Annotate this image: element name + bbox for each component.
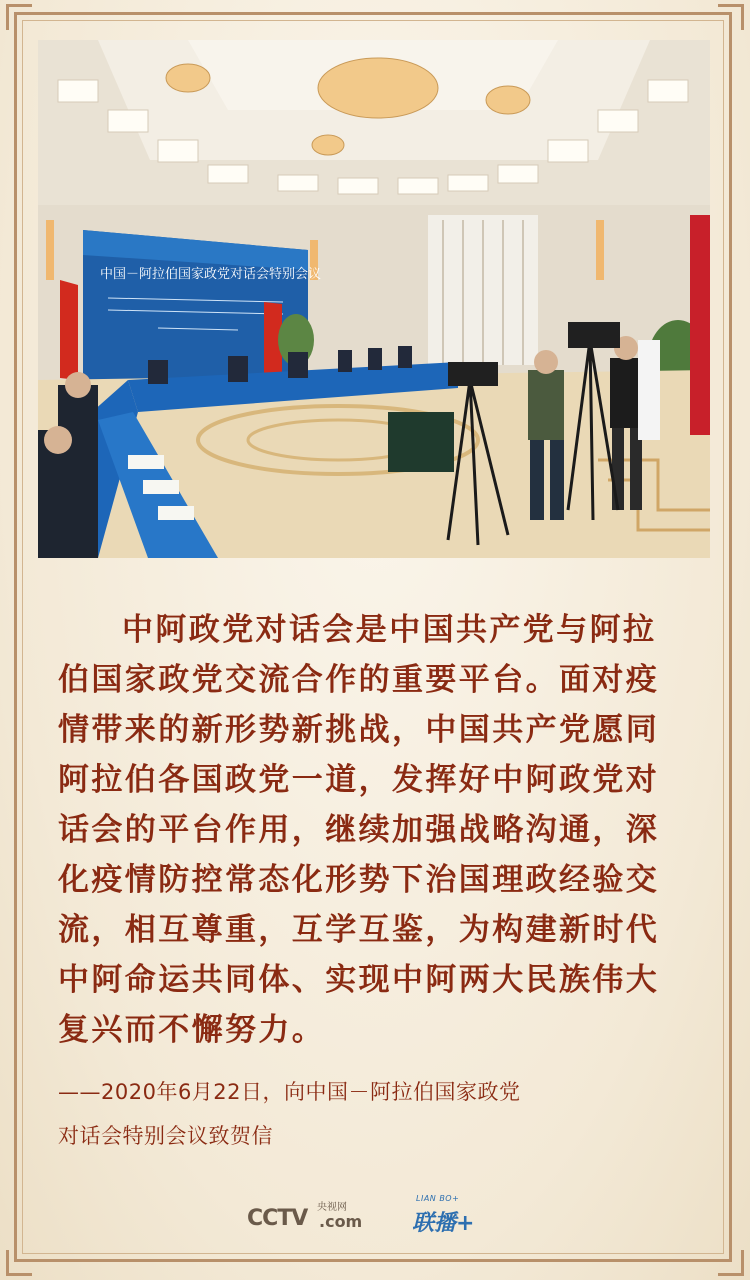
lianbo-wordmark: 联播+ — [412, 1211, 475, 1236]
frame-corner — [718, 4, 744, 30]
cctv-subtitle: 央视网 — [317, 1202, 347, 1213]
source-line-2: 对话会特别会议致贺信 — [58, 1124, 273, 1148]
frame-corner — [6, 4, 32, 30]
quote-source — [58, 1070, 698, 1158]
meeting-photo — [38, 40, 710, 558]
frame-corner — [6, 1250, 32, 1276]
frame-corner — [718, 1250, 744, 1276]
lianbo-english: LIAN BO+ — [416, 1194, 460, 1203]
cctv-logo — [247, 1198, 365, 1238]
quote-text: 中阿政党对话会是中国共产党与阿拉伯国家政党交流合作的重要平台。面对疫情带来的新形势新挑战，中国共产党愿同阿拉伯各国政党一道，发挥好中阿政党对话会的平台作用，继续加强战略沟通，深化疫情防控常态化形势下治国理政经验交流，相互尊重，互学互鉴，为构建新时代中阿命运共同体、实现中阿两大民族伟大复兴而不懈努力。 — [58, 612, 660, 1048]
footer-logos — [0, 1190, 750, 1250]
cctv-wordmark: CCTV — [247, 1206, 308, 1231]
source-line-1: ——2020年6月22日，向中国－阿拉伯国家政党 — [58, 1080, 521, 1104]
screen-title: 中国－阿拉伯国家政党对话会特别会议 — [100, 267, 322, 282]
cctv-domain: .com — [319, 1212, 363, 1231]
lianbo-logo — [412, 1196, 504, 1240]
